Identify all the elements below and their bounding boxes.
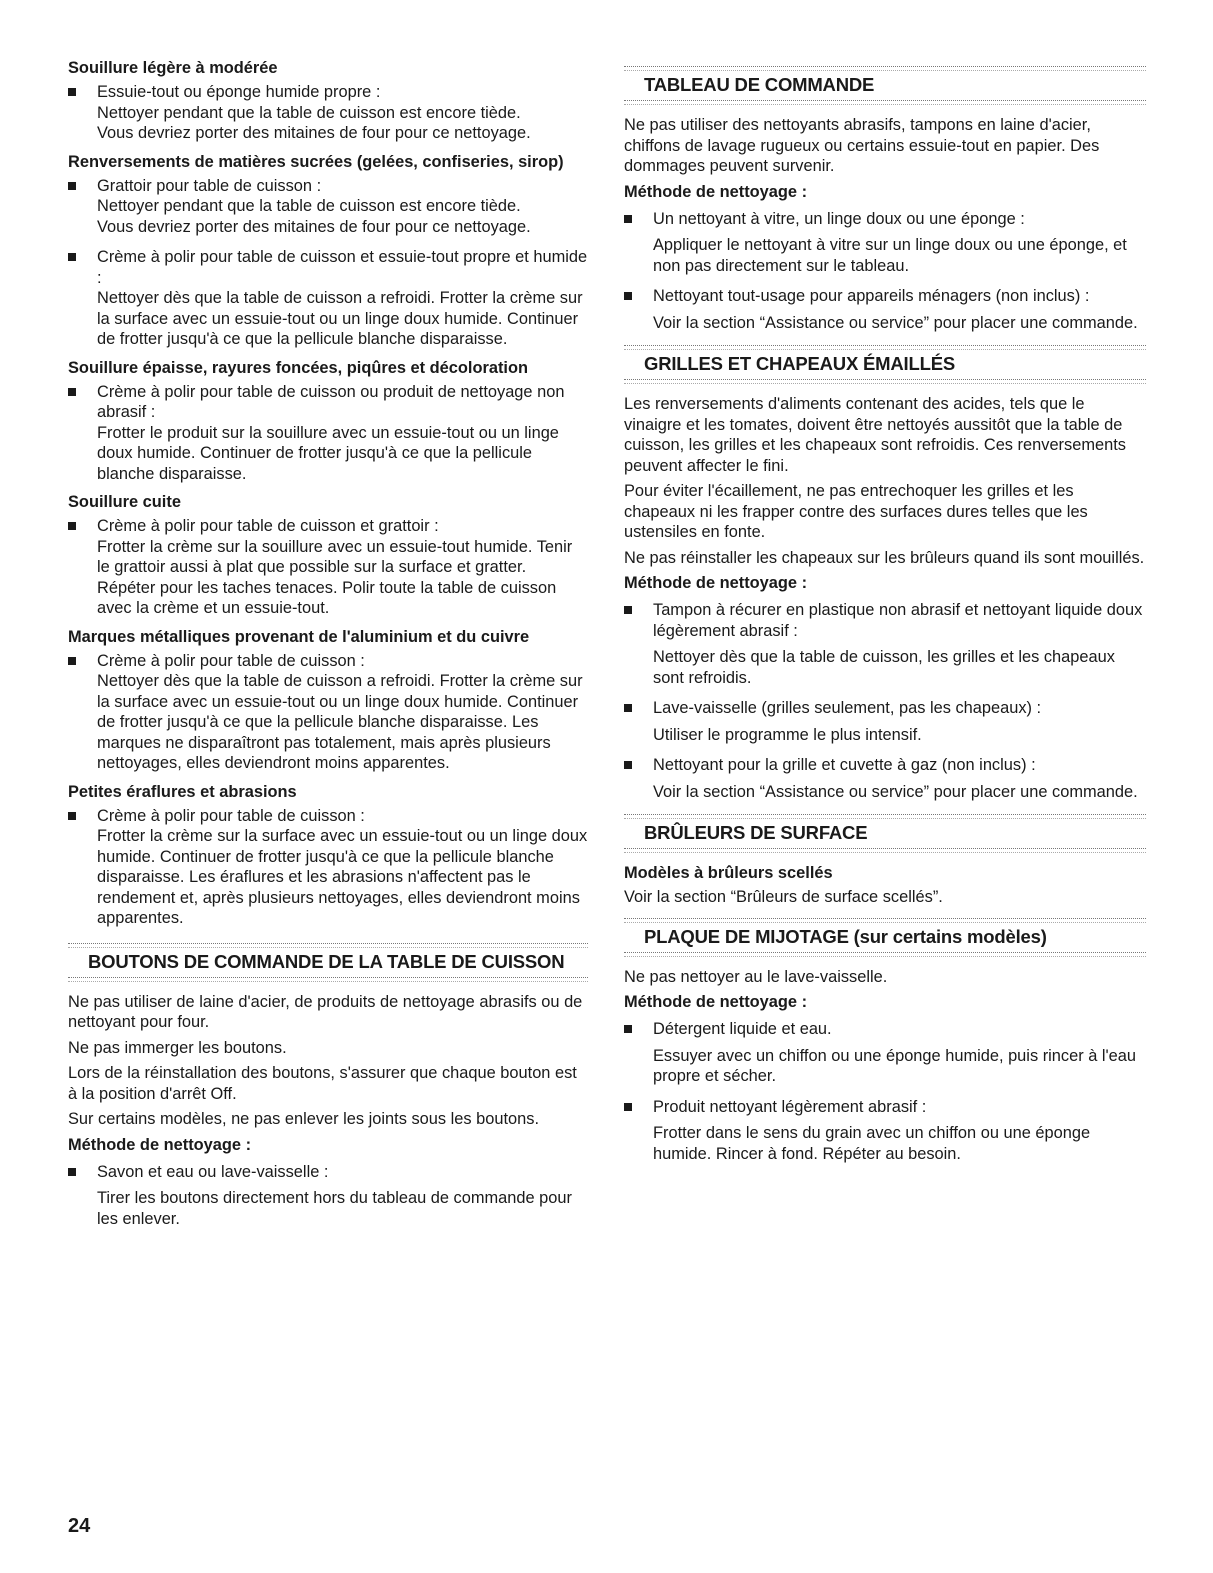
item-detail: Nettoyer dès que la table de cuisson a refroidi. Frotter la crème sur la surface avec un essuie-tout ou un linge doux humide. Continuer de frotter jusqu'à ce que la pellicule blanche disparaisse. (97, 289, 583, 348)
bullet-icon (624, 761, 632, 769)
item-label: Crème à polir pour table de cuisson ou produit de nettoyage non abrasif : (97, 382, 565, 421)
item-label: Savon et eau ou lave-vaisselle : (97, 1162, 329, 1181)
subheading-sugar-spills: Renversements de matières sucrées (gelées, confiseries, sirop) (68, 152, 564, 171)
section-surface-burners (624, 814, 1146, 908)
section-title: BOUTONS DE COMMANDE DE LA TABLE DE CUISSON (88, 950, 565, 972)
bullet-icon (68, 812, 76, 820)
subheading-sealed-burners: Modèles à brûleurs scellés (624, 864, 833, 882)
paragraph: Ne pas réinstaller les chapeaux sur les brûleurs quand ils sont mouillés. (624, 548, 1145, 567)
item-label: Grattoir pour table de cuisson : (97, 176, 322, 195)
item-label: Lave-vaisselle (grilles seulement, pas les chapeaux) : (653, 699, 1042, 717)
bullet-icon (624, 215, 632, 223)
item-detail: Voir la section “Assistance ou service” pour placer une commande. (653, 782, 1138, 801)
item-detail: Appliquer le nettoyant à vitre sur un linge doux ou une éponge, et non pas directement sur le tableau. (653, 236, 1127, 275)
item-label: Nettoyant tout-usage pour appareils ménagers (non inclus) : (653, 287, 1090, 305)
bullet-icon (68, 1168, 76, 1176)
bullet-icon (68, 88, 76, 96)
subheading-scratches: Petites éraflures et abrasions (68, 782, 297, 801)
bullet-icon (624, 704, 632, 712)
method-heading: Méthode de nettoyage : (68, 1135, 252, 1154)
list-item (624, 1097, 1146, 1165)
item-detail: Nettoyer pendant que la table de cuisson est encore tiède. (97, 103, 521, 122)
right-column (624, 58, 1146, 1168)
item-label: Détergent liquide et eau. (653, 1020, 832, 1038)
section-title: TABLEAU DE COMMANDE (644, 74, 875, 95)
item-label: Produit nettoyant légèrement abrasif : (653, 1097, 927, 1116)
item-label: Crème à polir pour table de cuisson et essuie-tout propre et humide : (97, 248, 588, 287)
left-column (68, 58, 588, 1233)
bullet-icon (624, 292, 632, 300)
item-detail: Vous devriez porter des mitaines de four pour ce nettoyage. (97, 124, 531, 142)
section-simmer-plate (624, 918, 1146, 1165)
item-label: Essuie-tout ou éponge humide propre : (97, 83, 381, 101)
paragraph: Les renversements d'aliments contenant des acides, tels que le vinaigre et les tomates, doivent être nettoyés aussitôt que la table de cuisson, les grilles et les chapeaux sont refroidis. Ces renversements peuvent affecter le fini. (624, 395, 1126, 475)
item-detail: Vous devriez porter des mitaines de four pour ce nettoyage. (97, 217, 531, 236)
item-detail: Frotter la crème sur la surface avec un essuie-tout ou un linge doux humide. Continuer de frotter jusqu'à ce que la pellicule blanche disparaisse. Les éraflures et les abrasions n'affectent pas le rendement et, après plusieurs nettoyages, elles deviendront moins apparentes. (97, 827, 588, 927)
subheading-metal-marks: Marques métalliques provenant de l'aluminium et du cuivre (68, 627, 530, 646)
paragraph: Ne pas immerger les boutons. (68, 1038, 287, 1057)
list-item (68, 382, 588, 485)
item-detail: Essuyer avec un chiffon ou une éponge humide, puis rincer à l'eau propre et sécher. (653, 1046, 1137, 1085)
item-detail: Nettoyer pendant que la table de cuisson est encore tiède. (97, 197, 521, 215)
section-title: PLAQUE DE MIJOTAGE (sur certains modèles) (644, 925, 1047, 947)
item-detail: Nettoyer dès que la table de cuisson, les grilles et les chapeaux sont refroidis. (653, 648, 1115, 687)
paragraph: Voir la section “Brûleurs de surface scellés”. (624, 888, 943, 906)
item-detail: Voir la section “Assistance ou service” pour placer une commande. (653, 313, 1138, 332)
list-item (68, 1162, 588, 1230)
item-label: Crème à polir pour table de cuisson : (97, 651, 365, 670)
bullet-icon (624, 606, 632, 614)
paragraph: Pour éviter l'écaillement, ne pas entrechoquer les grilles et les chapeaux ni les frapper contre des surfaces dures telles que les ustensiles en fonte. (624, 482, 1088, 541)
method-heading: Méthode de nettoyage : (624, 182, 808, 201)
paragraph: Ne pas nettoyer au le lave-vaisselle. (624, 967, 888, 986)
subheading-burned-soil: Souillure cuite (68, 493, 181, 511)
list-item (624, 209, 1146, 277)
list-item (624, 755, 1146, 802)
item-detail: Frotter la crème sur la souillure avec un essuie-tout humide. Tenir le grattoir aussi à plat que possible sur la surface et gratter. Répéter pour les taches tenaces. Polir toute la table de cuisson avec la crème et un essuie-tout. (97, 537, 573, 617)
page-number: 24 (68, 1515, 91, 1537)
paragraph: Lors de la réinstallation des boutons, s'assurer que chaque bouton est à la position d'arrêt Off. (68, 1064, 577, 1103)
list-item (68, 806, 588, 929)
bullet-icon (68, 253, 76, 261)
list-item (68, 176, 588, 238)
item-label: Crème à polir pour table de cuisson et grattoir : (97, 517, 439, 535)
item-label: Crème à polir pour table de cuisson : (97, 806, 365, 825)
section-cooktop-knobs (68, 943, 588, 1230)
list-item (624, 600, 1146, 688)
subheading-heavy-soil: Souillure épaisse, rayures foncées, piqûres et décoloration (68, 358, 529, 377)
paragraph: Sur certains modèles, ne pas enlever les joints sous les boutons. (68, 1110, 540, 1128)
section-title: GRILLES ET CHAPEAUX ÉMAILLÉS (644, 353, 955, 374)
list-item (68, 651, 588, 774)
item-detail: Nettoyer dès que la table de cuisson a refroidi. Frotter la crème sur la surface avec un essuie-tout ou un linge doux humide. Continuer de frotter jusqu'à ce que la pellicule blanche disparaisse. Les marques ne disparaîtront pas totalement, mais après plusieurs nettoyages, elles deviendront moins apparentes. (97, 672, 583, 772)
list-item (624, 286, 1146, 333)
item-label: Nettoyant pour la grille et cuvette à gaz (non inclus) : (653, 756, 1036, 774)
bullet-icon (624, 1103, 632, 1111)
item-detail: Frotter dans le sens du grain avec un chiffon ou une éponge humide. Rincer à fond. Répéter au besoin. (653, 1124, 1091, 1163)
item-detail: Utiliser le programme le plus intensif. (653, 725, 922, 744)
bullet-icon (624, 1025, 632, 1033)
method-heading: Méthode de nettoyage : (624, 993, 808, 1011)
list-item (68, 516, 588, 619)
list-item (68, 82, 588, 144)
list-item (68, 247, 588, 350)
section-title: BRÛLEURS DE SURFACE (644, 822, 868, 843)
item-label: Un nettoyant à vitre, un linge doux ou une éponge : (653, 209, 1025, 228)
section-grates-caps (624, 345, 1146, 802)
bullet-icon (68, 182, 76, 190)
item-detail: Frotter le produit sur la souillure avec un essuie-tout ou un linge doux humide. Continuer de frotter jusqu'à ce que la pellicule blanche disparaisse. (97, 423, 559, 483)
item-detail: Tirer les boutons directement hors du tableau de commande pour les enlever. (97, 1189, 572, 1228)
paragraph: Ne pas utiliser des nettoyants abrasifs, tampons en laine d'acier, chiffons de lavage rugueux ou certains essuie-tout en papier. Des dommages peuvent survenir. (624, 116, 1100, 175)
item-label: Tampon à récurer en plastique non abrasif et nettoyant liquide doux légèrement abrasif : (653, 601, 1143, 640)
bullet-icon (68, 522, 76, 530)
list-item (624, 698, 1146, 745)
bullet-icon (68, 388, 76, 396)
list-item (624, 1019, 1146, 1087)
bullet-icon (68, 657, 76, 665)
method-heading: Méthode de nettoyage : (624, 574, 808, 592)
subheading-light-soil: Souillure légère à modérée (68, 59, 278, 77)
paragraph: Ne pas utiliser de laine d'acier, de produits de nettoyage abrasifs ou de nettoyant pour four. (68, 992, 583, 1031)
section-control-panel (624, 66, 1146, 333)
